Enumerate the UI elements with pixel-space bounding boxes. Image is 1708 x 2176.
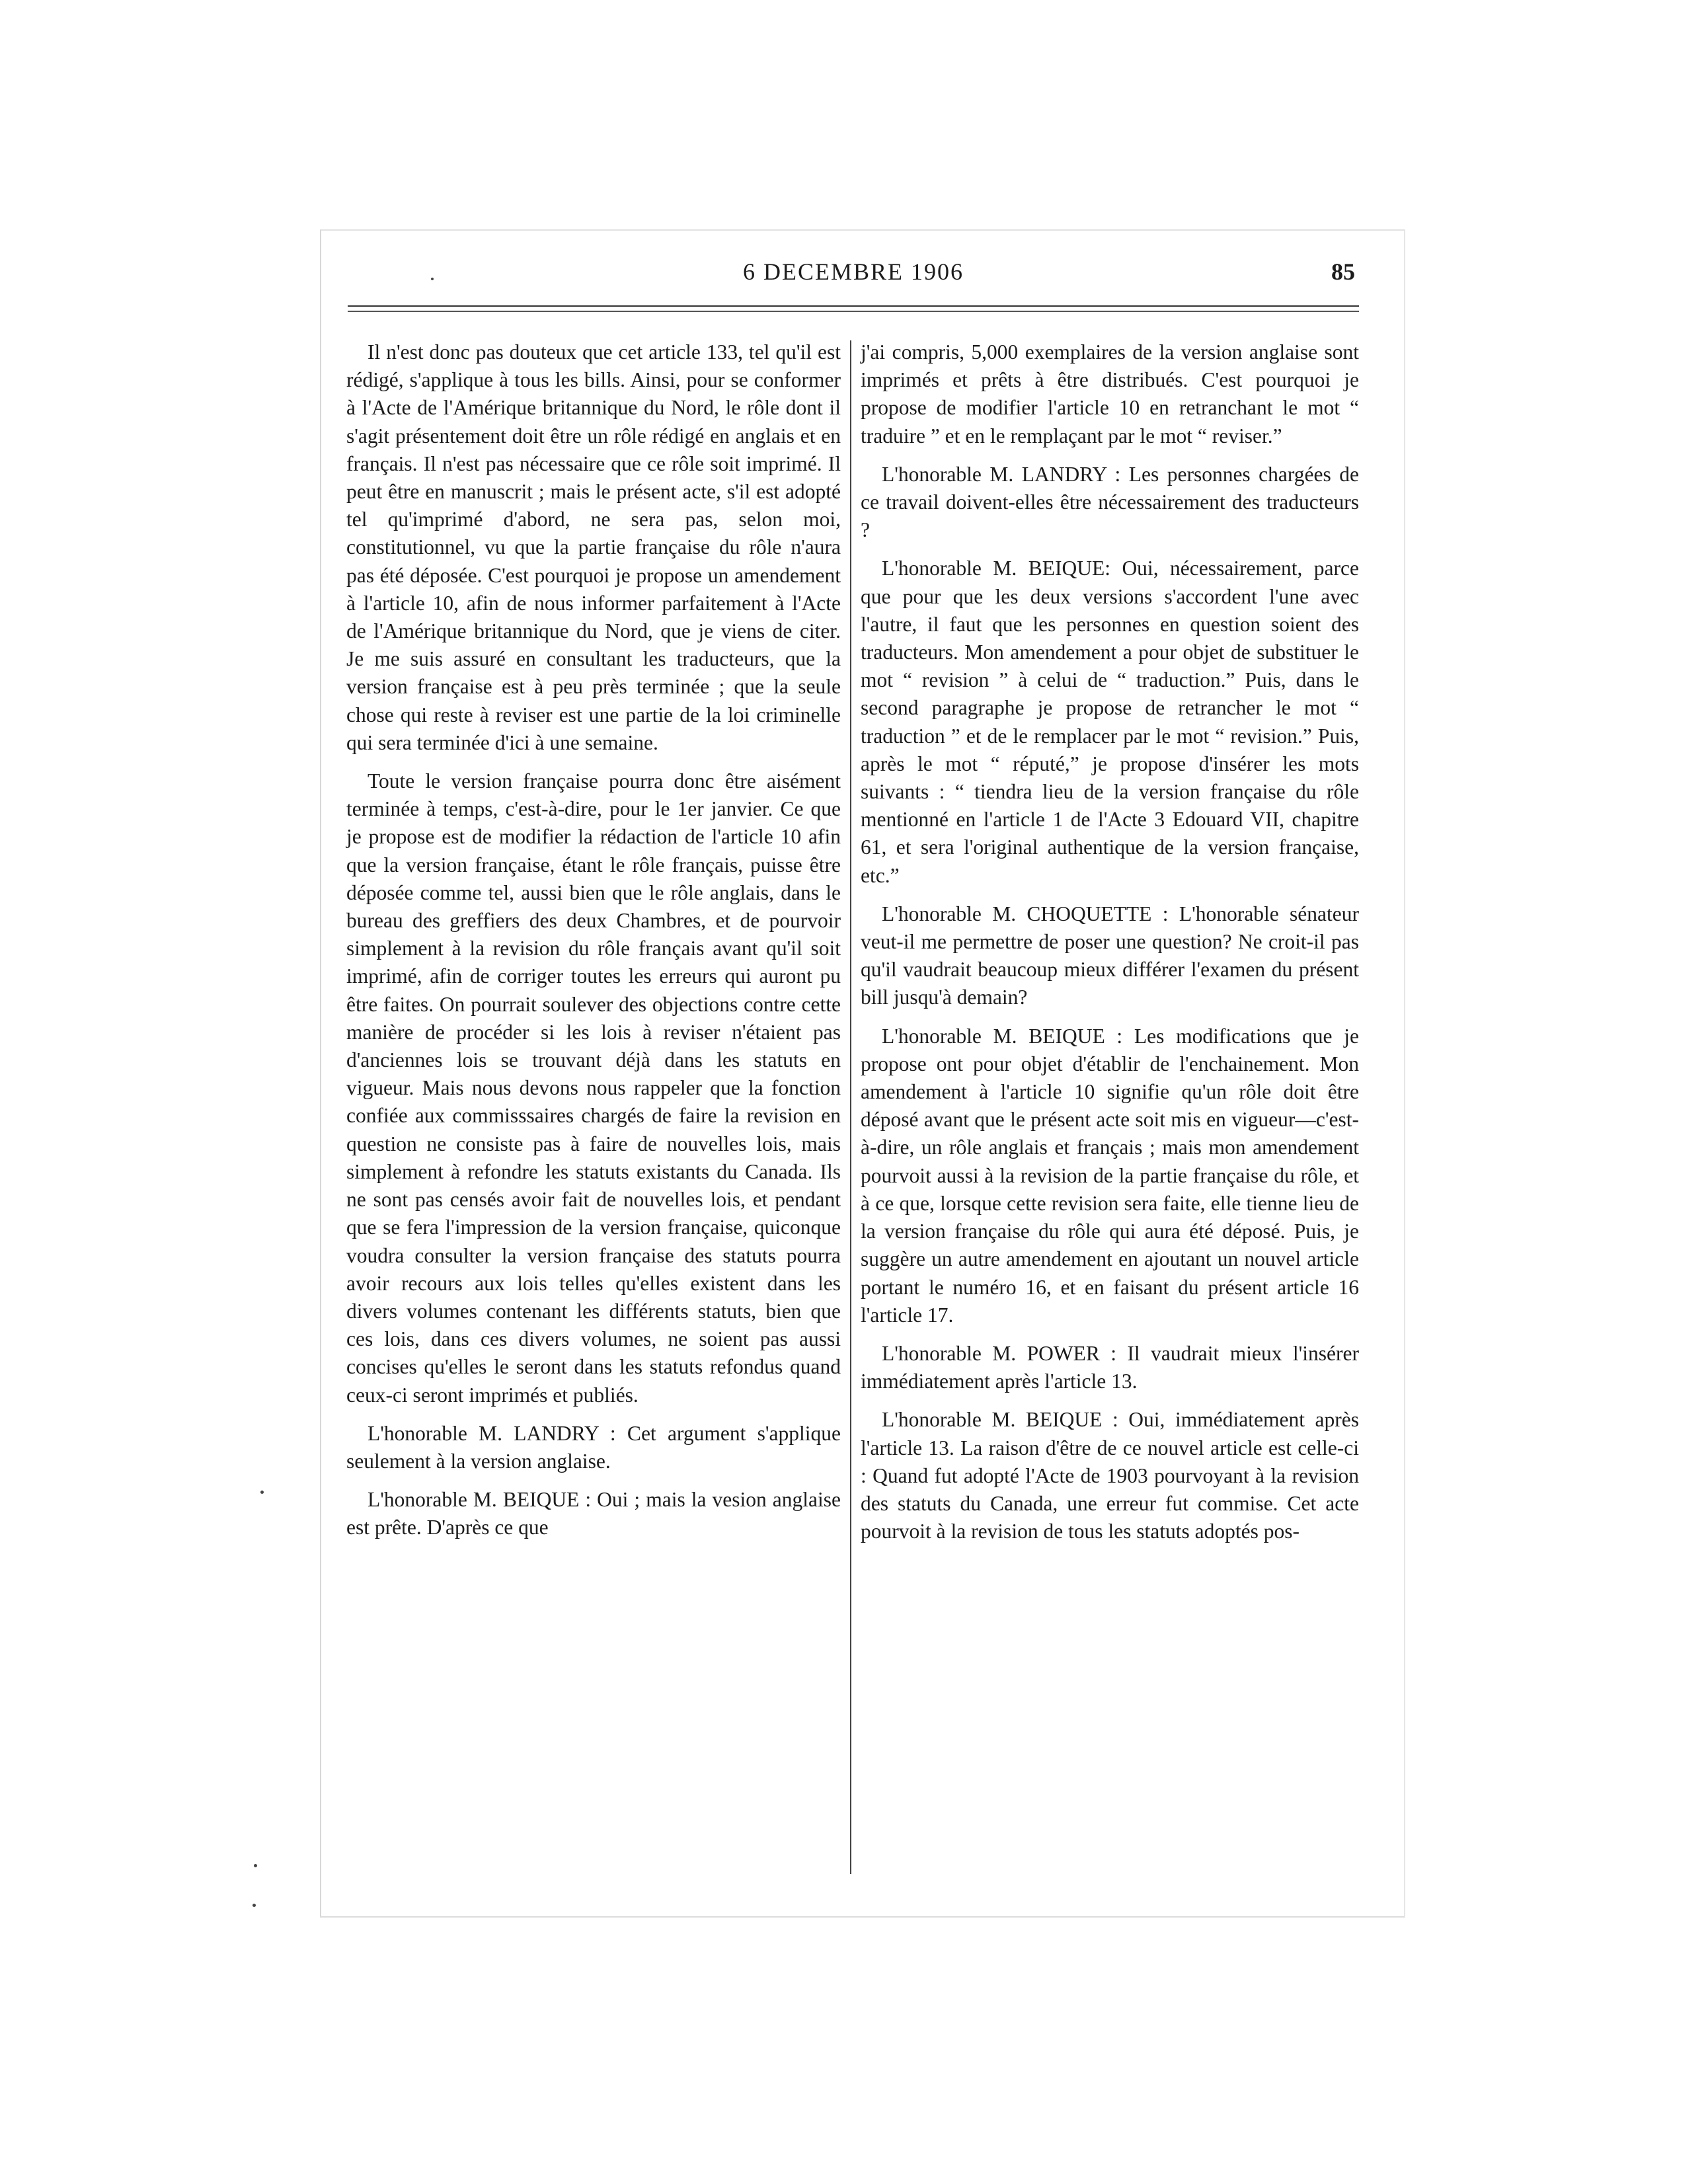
- left-paragraph-2: Toute le version française pourra donc être aisément terminée à temps, c'est-à-dire, pour le 1er janvier. Ce que je propose est de modifier la rédaction de l'article 10 afin que la version française, étant le rôle français, puisse être déposée comme tel, aussi bien que le rôle anglais, dans le bureau des greffiers des deux Chambres, et de pourvoir simplement à la revision du rôle français avant qu'il soit imprimé, afin de corriger toutes les erreurs qui auront pu être faites. On pourrait soulever des objections contre cette manière de procéder si les lois à reviser n'étaient pas d'anciennes lois se trouvant déjà dans les statuts en vigueur. Mais nous devons nous rappeler que la fonction confiée aux commisssaires chargés de faire la revision en question ne consiste pas à faire de nouvelles lois, mais simplement à refondre les statuts existants du Canada. Ils ne sont pas censés avoir fait de nouvelles lois, et pendant que se fera l'impression de la version française, quiconque voudra consulter la version française des statuts pourra avoir recours aux lois telles qu'elles existent dans les divers volumes contenant les différents statuts, bien que ces lois, dans ces divers volumes, ne soient pas aussi concises qu'elles le seront dans les statuts refondus quand ceux-ci seront imprimés et publiés.: [346, 769, 841, 1407]
- right-paragraph-3: L'honorable M. BEIQUE: Oui, nécessairement, parce que pour que les deux versions s'accordent l'une avec l'autre, il faut que les personnes en question soient des traducteurs. Mon amendement a pour objet de substituer le mot “ revision ” à celui de “ traduction.” Puis, dans le second paragraphe je propose de retrancher le mot “ traduction ” et de le remplacer par le mot “ revision.” Puis, après le mot “ réputé,” je propose d'insérer les mots suivants : “ tiendra lieu de la version française du rôle mentionné en l'article 1 de l'Acte 3 Edouard VII, chapitre 61, et sera l'original authentique de la version française, etc.”: [861, 557, 1359, 887]
- right-column: [861, 338, 1359, 1556]
- scan-speck: [254, 1864, 257, 1867]
- right-paragraph-7: L'honorable M. BEIQUE : Oui, immédiatement après l'article 13. La raison d'être de ce nouvel article est celle-ci : Quand fut adopté l'Acte de 1903 pourvoyant à la revision des statuts du Canada, une erreur fut commise. Cet acte pourvoit à la revision de tous les statuts adoptés pos-: [861, 1408, 1359, 1543]
- right-paragraph-4: L'honorable M. CHOQUETTE : L'honorable sénateur veut-il me permettre de poser une question? Ne croit-il pas qu'il vaudrait beaucoup mieux différer l'examen du présent bill jusqu'à demain?: [861, 902, 1359, 1009]
- running-header: [348, 258, 1359, 291]
- scan-speck: [431, 278, 434, 280]
- right-paragraph-1: j'ai compris, 5,000 exemplaires de la version anglaise sont imprimés et prêts à être distribués. C'est pourquoi je propose de modifier l'article 10 en retranchant le mot “ traduire ” et en le remplaçant par le mot “ reviser.”: [861, 340, 1359, 447]
- right-paragraph-6: L'honorable M. POWER : Il vaudrait mieux l'insérer immédiatement après l'article 13.: [861, 1341, 1359, 1393]
- left-paragraph-1: Il n'est donc pas douteux que cet article 133, tel qu'il est rédigé, s'applique à tous les bills. Ainsi, pour se conformer à l'Acte de l'Amérique britannique du Nord, le rôle dont il s'agit présentement doit être un rôle rédigé en anglais et en français. Il n'est pas nécessaire que ce rôle soit imprimé. Il peut être en manuscrit ; mais le présent acte, s'il est adopté tel qu'imprimé d'abord, ne sera pas, selon moi, constitutionnel, vu que la partie française du rôle n'aura pas été déposée. C'est pourquoi je propose un amendement à l'article 10, afin de nous informer parfaitement à l'Acte de l'Amérique britannique du Nord, que je viens de citer. Je me suis assuré en consultant les traducteurs, que la version française est à peu près terminée ; que la seule chose qui reste à reviser est une partie de la loi criminelle qui sera terminée d'ici à une semaine.: [346, 340, 841, 754]
- right-paragraph-2: L'honorable M. LANDRY : Les personnes chargées de ce travail doivent-elles être nécessairement des traducteurs ?: [861, 462, 1359, 542]
- page-number: 85: [1331, 258, 1355, 285]
- left-column: [346, 338, 841, 1553]
- header-rule-bottom: [348, 311, 1359, 312]
- left-paragraph-4: L'honorable M. BEIQUE : Oui ; mais la vesion anglaise est prête. D'après ce que: [346, 1488, 841, 1539]
- header-rule-top: [348, 305, 1359, 307]
- running-title: 6 DECEMBRE 1906: [742, 258, 964, 285]
- scan-speck: [260, 1491, 264, 1494]
- column-divider: [850, 340, 851, 1874]
- left-paragraph-3: L'honorable M. LANDRY : Cet argument s'applique seulement à la version anglaise.: [346, 1421, 841, 1473]
- right-paragraph-5: L'honorable M. BEIQUE : Les modifications que je propose ont pour objet d'établir de l'enchainement. Mon amendement à l'article 10 signifie qu'un rôle doit être déposé avant que le présent acte soit mis en vigueur—c'est-à-dire, un rôle anglais et français ; mais mon amendement pourvoit aussi à la revision de la partie française du rôle, et à ce que, lorsque cette revision sera faite, elle tienne lieu de la version française du rôle qui aura été déposé. Puis, je suggère un autre amendement en ajoutant un nouvel article portant le numéro 16, et en faisant du présent article 16 l'article 17.: [861, 1024, 1359, 1327]
- scan-speck: [252, 1904, 256, 1907]
